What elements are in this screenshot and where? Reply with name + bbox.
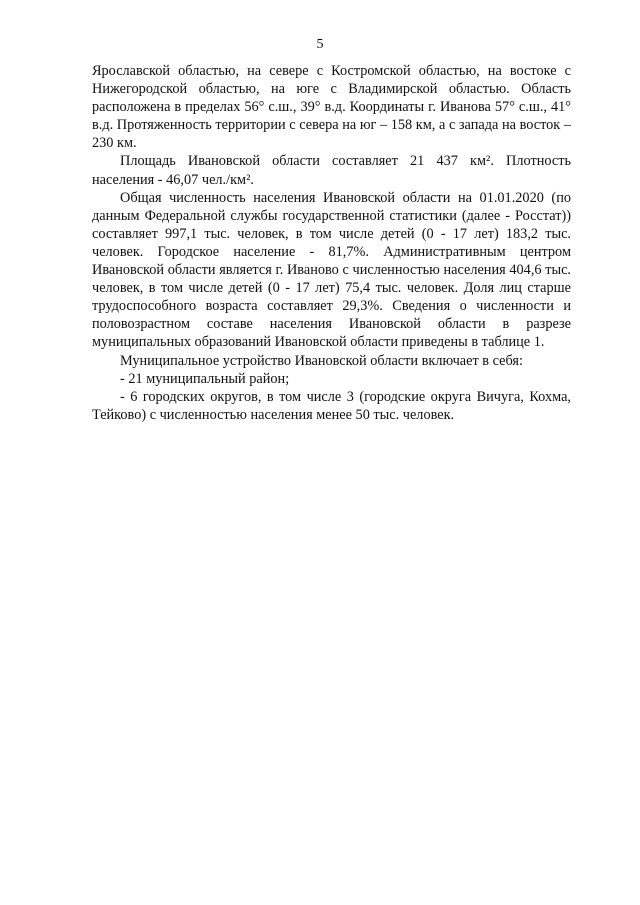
paragraph-municipal-structure: Муниципальное устройство Ивановской области включает в себя: [120,352,523,369]
list-item-urban-districts: - 6 городских округов, в том числе 3 (городские округа Вичуга, Кохма, Тейково) с численностью населения менее 50 тыс. человек. [92,388,571,423]
paragraph-borders: Ярославской областью, на севере с Костромской областью, на востоке с Нижегородской областью, на юге с Владимирской областью. Область расположена в пределах 56° с.ш., 39° в.д. Координаты г. Иванова 57° с.ш., 41° в.д. Протяженность территории с севера на юг – 158 км, а с запада на восток – 230 км. [92,63,571,152]
list-item-municipal-districts: - 21 муниципальный район; [120,370,290,387]
paragraph-population: Общая численность населения Ивановской области на 01.01.2020 (по данным Федеральной службы государственной статистики (далее - Росстат)) составляет 997,1 тыс. человек, в том числе детей (0 - 17 лет) 183,2 тыс. человек. Городское население - 81,7%. Административным центром Ивановской области является г. Иваново с численностью населения 404,6 тыс. человек, в том числе детей (0 - 17 лет) 75,4 тыс. человек. Доля лиц старше трудоспособного возраста составляет 29,3%. Сведения о численности и половозрастном составе населения Ивановской области в разрезе муниципальных образований Ивановской области приведены в таблице 1. [92,189,571,351]
document-body [92,62,571,424]
paragraph-area-density: Площадь Ивановской области составляет 21 437 км². Плотность населения - 46,07 чел./км². [92,153,571,188]
page-number: 5 [316,37,324,52]
